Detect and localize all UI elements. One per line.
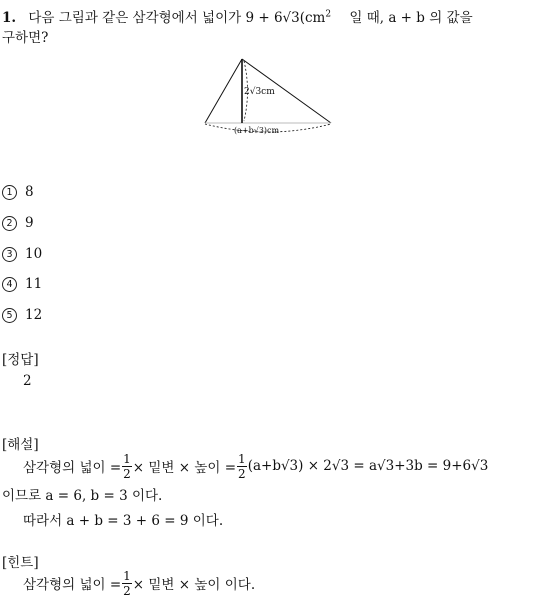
hint-text-end: × 밑변 × 높이 이다. [132, 577, 256, 593]
choice-marker-2: 2 [2, 216, 17, 231]
question-number: 1. [2, 10, 17, 26]
choice-marker-5: 5 [2, 308, 17, 323]
explanation-formula: (a+b√3) × 2√3 = a√3+3b = 9+6√3 [247, 458, 489, 474]
choice-text: 8 [25, 184, 34, 200]
hint-line [23, 568, 255, 598]
hint-text: 삼각형의 넓이 = [23, 577, 122, 593]
explanation-text: × 밑변 × 높이 = [132, 460, 237, 476]
question-exponent: 2 [325, 9, 332, 20]
height-label: 2√3cm [244, 87, 275, 97]
explanation-line-2: 이므로 a = 6, b = 3 이다. [2, 488, 163, 504]
choice-1[interactable] [2, 184, 34, 200]
question-text: 다음 그림과 같은 삼각형에서 넓이가 9 + 6√3(cm [28, 10, 326, 26]
base-label: (a+b√3)cm [234, 126, 280, 135]
choice-4[interactable] [2, 276, 42, 292]
question-line-1 [2, 6, 473, 26]
explanation-text: 삼각형의 넓이 = [23, 460, 122, 476]
question-text-end: 일 때, a + b 의 값을 [349, 10, 473, 26]
choice-text: 9 [25, 215, 34, 231]
choice-marker-1: 1 [2, 185, 17, 200]
choice-2[interactable] [2, 215, 34, 231]
answer-heading: [정답] [2, 352, 39, 368]
fraction-one-half: $\frac{1}{2}$ [123, 568, 131, 598]
explanation-heading: [해설] [2, 437, 39, 453]
question-line-2: 구하면? [2, 30, 49, 46]
triangle-left-side [205, 59, 242, 123]
answer-value: 2 [23, 373, 32, 389]
explanation-line-3: 따라서 a + b = 3 + 6 = 9 이다. [23, 513, 224, 529]
choice-marker-3: 3 [2, 247, 17, 262]
triangle-figure [195, 50, 340, 142]
choice-5[interactable] [2, 307, 42, 323]
fraction-one-half: $\frac{1}{2}$ [123, 451, 131, 481]
hint-heading: [힌트] [2, 555, 39, 571]
choice-text: 10 [25, 246, 43, 262]
choice-text: 12 [25, 307, 43, 323]
explanation-line-1 [23, 451, 488, 481]
fraction-one-half: $\frac{1}{2}$ [238, 451, 246, 481]
choice-text: 11 [25, 276, 43, 292]
choice-3[interactable] [2, 246, 42, 262]
choice-marker-4: 4 [2, 277, 17, 292]
